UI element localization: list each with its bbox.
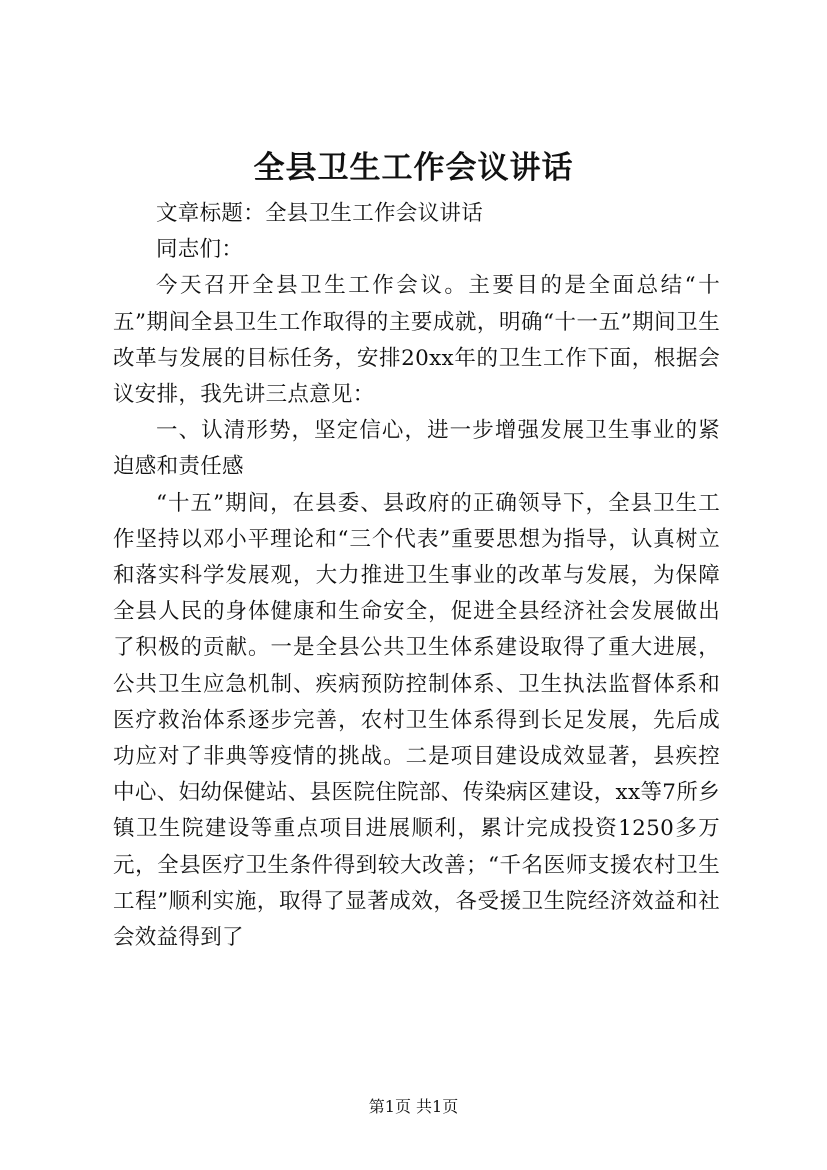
page-footer: 第1页 共1页	[368, 1097, 459, 1116]
section-heading-1: 一、认清形势，坚定信心，进一步增强发展卫生事业的紧迫感和责任感	[113, 418, 720, 480]
document-body	[113, 196, 720, 956]
document-title: 全县卫生工作会议讲话	[253, 150, 574, 186]
salutation: 同志们：	[156, 237, 244, 263]
body-paragraph: “十五”期间，在县委、县政府的正确领导下，全县卫生工作坚持以邓小平理论和“三个代表”重要思想为指导，认真树立和落实科学发展观，大力推进卫生事业的改革与发展，为保障全县人民的身体健康和生命安全，促进全县经济社会发展做出了积极的贡献。一是全县公共卫生体系建设取得了重大进展，公共卫生应急机制、疾病预防控制体系、卫生执法监督体系和医疗救治体系逐步完善，农村卫生体系得到长足发展，先后成功应对了非典等疫情的挑战。二是项目建设成效显著，县疾控中心、妇幼保健站、县医院住院部、传染病区建设，xx等7所乡镇卫生院建设等重点项目进展顺利，累计完成投资1250多万元，全县医疗卫生条件得到较大改善；“千名医师支援农村卫生工程”顺利实施，取得了显著成效，各受援卫生院经济效益和社会效益得到了	[113, 490, 720, 951]
intro-paragraph: 今天召开全县卫生工作会议。主要目的是全面总结“十五”期间全县卫生工作取得的主要成就，明确“十一五”期间卫生改革与发展的目标任务，安排20xx年的卫生工作下面，根据会议安排，我先讲三点意见：	[113, 273, 720, 408]
article-title-line: 文章标题：全县卫生工作会议讲话	[156, 201, 484, 226]
